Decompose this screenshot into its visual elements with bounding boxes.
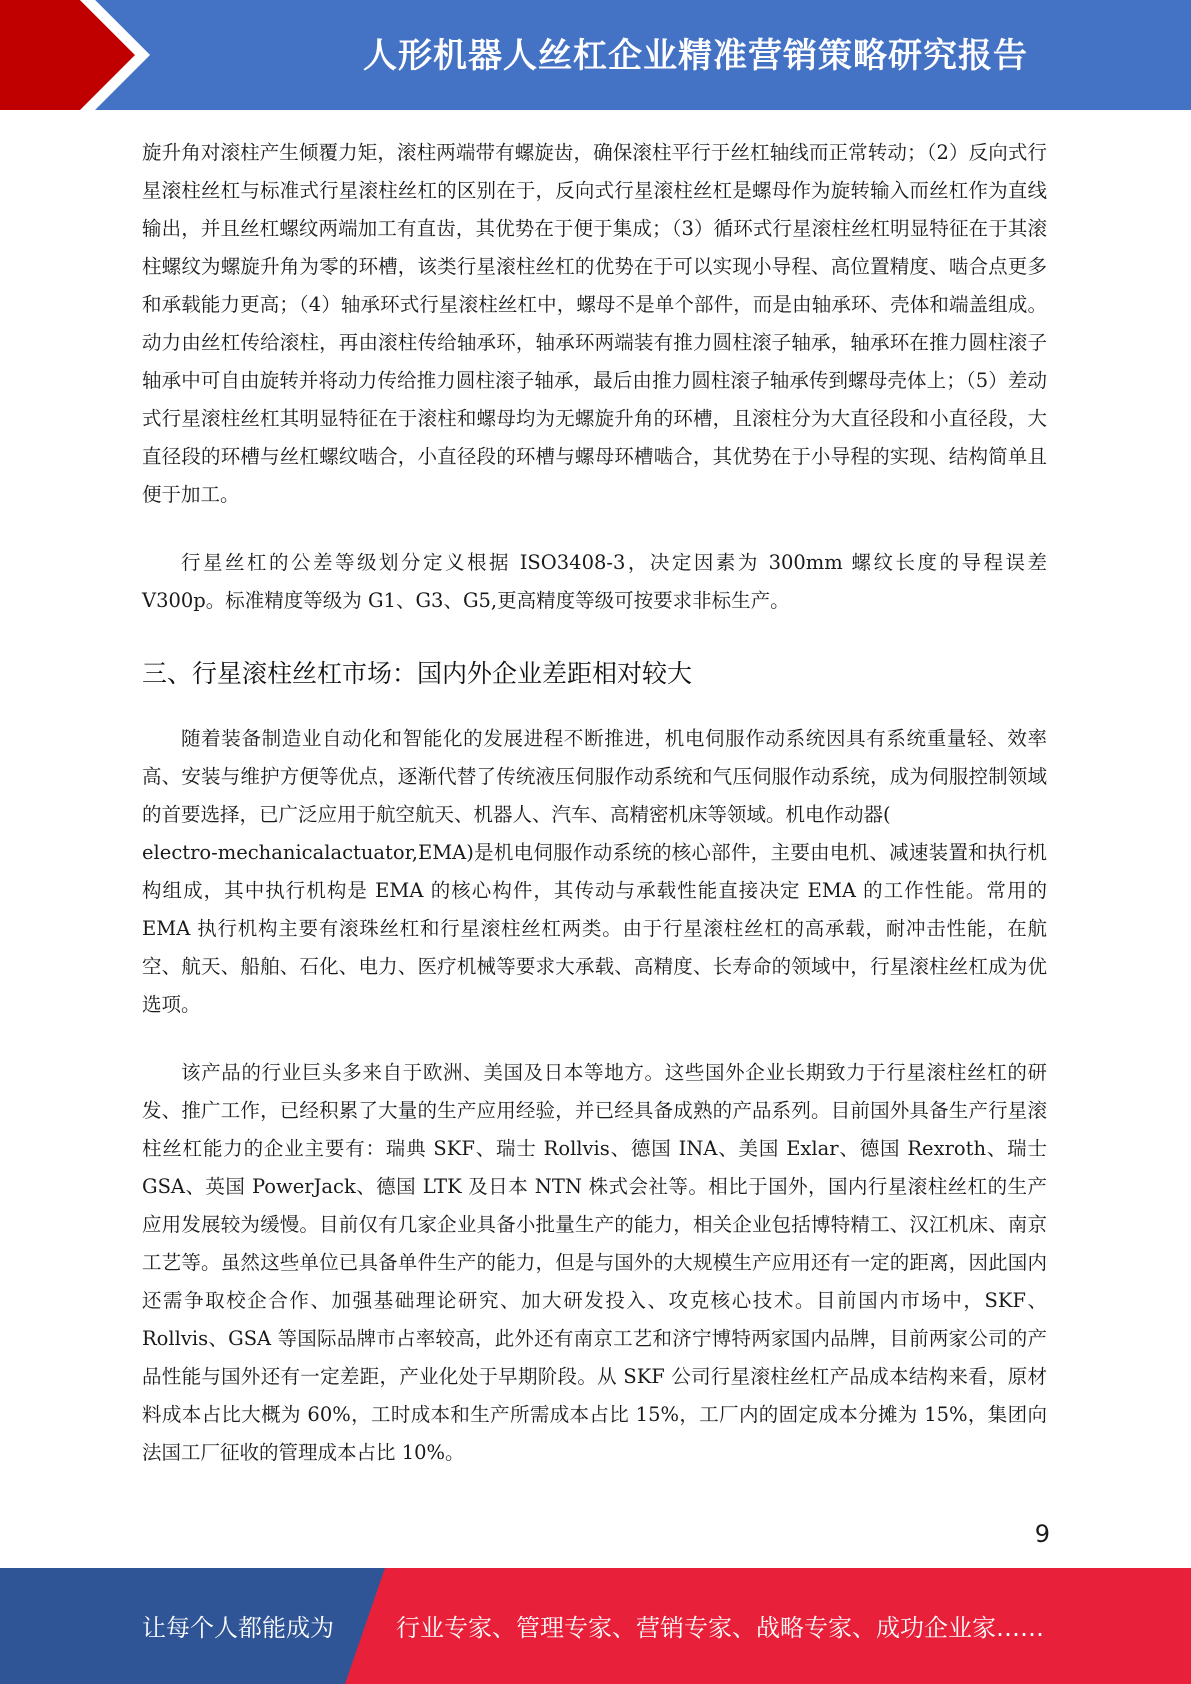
footer-slogan-right: 行业专家、管理专家、营销专家、战略专家、成功企业家……	[396, 1614, 1044, 1642]
paragraph-tolerance-grades: 行星丝杠的公差等级划分定义根据 ISO3408-3，决定因素为 300mm 螺纹长度的导程误差V300p。标准精度等级为 G1、G3、G5,更高精度等级可按要求非标生产。	[142, 551, 1047, 612]
header-arrow-decoration	[0, 0, 150, 110]
footer-slogan-left: 让每个人都能成为	[142, 1614, 334, 1642]
paragraph-market-players: 该产品的行业巨头多来自于欧洲、美国及日本等地方。这些国外企业长期致力于行星滚柱丝杠的研发、推广工作，已经积累了大量的生产应用经验，并已经具备成熟的产品系列。目前国外具备生产行星滚柱丝杠能力的企业主要有：瑞典 SKF、瑞士 Rollvis、德国 INA、美国 Exlar、德国 Rexroth、瑞士 GSA、英国 PowerJack、德国 LTK 及日本 NTN 株式会社等。相比于国外，国内行星滚柱丝杠的生产应用发展较为缓慢。目前仅有几家企业具备小批量生产的能力，相关企业包括博特精工、汉江机床、南京工艺等。虽然这些单位已具备单件生产的能力，但是与国外的大规模生产应用还有一定的距离，因此国内还需争取校企合作、加强基础理论研究、加大研发投入、攻克核心技术。目前国内市场中，SKF、Rollvis、GSA 等国际品牌市占率较高，此外还有南京工艺和济宁博特两家国内品牌，目前两家公司的产品性能与国外还有一定差距，产业化处于早期阶段。从 SKF 公司行星滚柱丝杠产品成本结构来看，原材料成本占比大概为 60%，工时成本和生产所需成本占比 15%，工厂内的固定成本分摊为 15%，集团向法国工厂征收的管理成本占比 10%。	[142, 1061, 1047, 1464]
page-footer	[0, 1568, 1191, 1684]
paragraph-ema-intro: 随着装备制造业自动化和智能化的发展进程不断推进，机电伺服作动系统因具有系统重量轻、效率高、安装与维护方便等优点，逐渐代替了传统液压伺服作动系统和气压伺服作动系统，成为伺服控制领域的首要选择，已广泛应用于航空航天、机器人、汽车、高精密机床等领域。机电作动器(	[142, 727, 1047, 826]
paragraph-roller-types: 旋升角对滚柱产生倾覆力矩，滚柱两端带有螺旋齿，确保滚柱平行于丝杠轴线而正常转动；（2）反向式行星滚柱丝杠与标准式行星滚柱丝杠的区别在于，反向式行星滚柱丝杠是螺母作为旋转输入而丝杠作为直线输出，并且丝杠螺纹两端加工有直齿，其优势在于便于集成；（3）循环式行星滚柱丝杠明显特征在于其滚柱螺纹为螺旋升角为零的环槽，该类行星滚柱丝杠的优势在于可以实现小导程、高位置精度、啮合点更多和承载能力更高；（4）轴承环式行星滚柱丝杠中，螺母不是单个部件，而是由轴承环、壳体和端盖组成。动力由丝杠传给滚柱，再由滚柱传给轴承环，轴承环两端装有推力圆柱滚子轴承，轴承环在推力圆柱滚子轴承中可自由旋转并将动力传给推力圆柱滚子轴承，最后由推力圆柱滚子轴承传到螺母壳体上；（5）差动式行星滚柱丝杠其明显特征在于滚柱和螺母均为无螺旋升角的环槽，且滚柱分为大直径段和小直径段，大直径段的环槽与丝杠螺纹啮合，小直径段的环槽与螺母环槽啮合，其优势在于小导程的实现、结构简单且便于加工。	[142, 141, 1047, 506]
report-title: 人形机器人丝杠企业精准营销策略研究报告	[363, 36, 1028, 76]
section-heading: 三、行星滚柱丝杠市场：国内外企业差距相对较大	[142, 659, 693, 688]
page-header	[0, 0, 1191, 110]
page-number: 9	[1034, 1520, 1050, 1548]
main-content	[142, 134, 1047, 1472]
paragraph-ema-detail: electro-mechanicalactuator,EMA)是机电伺服作动系统的核心部件，主要由电机、减速装置和执行机构组成，其中执行机构是 EMA 的核心构件，其传动与承载性能直接决定 EMA 的工作性能。常用的 EMA 执行机构主要有滚珠丝杠和行星滚柱丝杠两类。由于行星滚柱丝杠的高承载，耐冲击性能，在航空、航天、船舶、石化、电力、医疗机械等要求大承载、高精度、长寿命的领域中，行星滚柱丝杠成为优选项。	[142, 841, 1047, 1016]
